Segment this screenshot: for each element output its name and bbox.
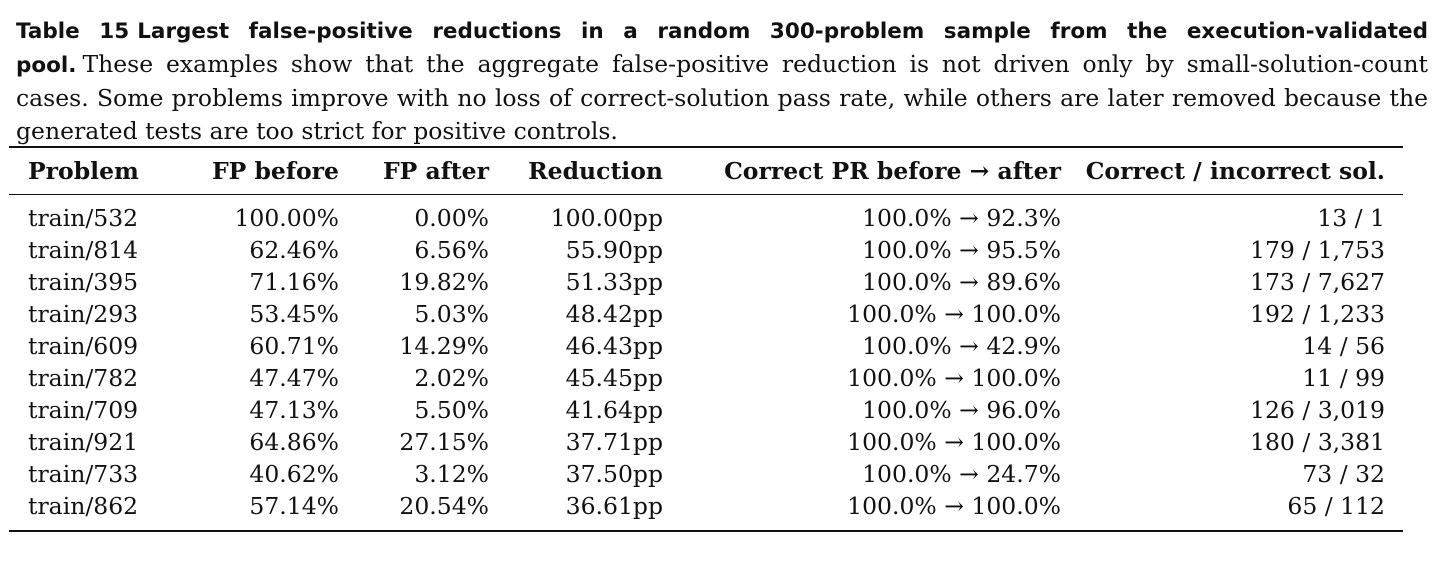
results-table bbox=[9, 146, 1403, 532]
cell-fp-before: 71.16% bbox=[249, 268, 339, 296]
cell-correct-pr: 100.0% → 100.0% bbox=[847, 300, 1061, 328]
cell-fp-after: 14.29% bbox=[399, 332, 489, 360]
cell-fp-after: 20.54% bbox=[399, 492, 489, 520]
header-correct-pr: Correct PR before → after bbox=[724, 157, 1061, 185]
cell-fp-before: 60.71% bbox=[249, 332, 339, 360]
cell-fp-after: 19.82% bbox=[399, 268, 489, 296]
cell-solutions: 14 / 56 bbox=[1302, 332, 1385, 360]
cell-solutions: 13 / 1 bbox=[1317, 204, 1385, 232]
header-fp-before: FP before bbox=[211, 157, 339, 185]
header-problem: Problem bbox=[28, 157, 139, 185]
cell-fp-before: 64.86% bbox=[249, 428, 339, 456]
cell-reduction: 37.50pp bbox=[565, 460, 663, 488]
table-row bbox=[9, 298, 1403, 330]
cell-solutions: 192 / 1,233 bbox=[1250, 300, 1385, 328]
cell-problem: train/293 bbox=[28, 300, 139, 328]
cell-correct-pr: 100.0% → 95.5% bbox=[862, 236, 1061, 264]
cell-reduction: 46.43pp bbox=[565, 332, 663, 360]
cell-fp-before: 57.14% bbox=[249, 492, 339, 520]
cell-correct-pr: 100.0% → 96.0% bbox=[862, 396, 1061, 424]
cell-fp-before: 40.62% bbox=[249, 460, 339, 488]
table-body bbox=[9, 195, 1403, 532]
cell-reduction: 51.33pp bbox=[565, 268, 663, 296]
cell-problem: train/862 bbox=[28, 492, 139, 520]
cell-fp-after: 3.12% bbox=[414, 460, 489, 488]
header-solutions: Correct / incorrect sol. bbox=[1085, 157, 1385, 185]
cell-solutions: 180 / 3,381 bbox=[1250, 428, 1385, 456]
cell-solutions: 11 / 99 bbox=[1302, 364, 1385, 392]
cell-fp-after: 2.02% bbox=[414, 364, 489, 392]
cell-reduction: 55.90pp bbox=[565, 236, 663, 264]
cell-correct-pr: 100.0% → 42.9% bbox=[862, 332, 1061, 360]
cell-fp-before: 100.00% bbox=[234, 204, 339, 232]
cell-solutions: 73 / 32 bbox=[1302, 460, 1385, 488]
caption-label: Table 15 bbox=[16, 19, 130, 44]
cell-problem: train/814 bbox=[28, 236, 139, 264]
cell-fp-before: 53.45% bbox=[249, 300, 339, 328]
cell-correct-pr: 100.0% → 24.7% bbox=[862, 460, 1061, 488]
table-row bbox=[9, 195, 1403, 235]
cell-solutions: 126 / 3,019 bbox=[1250, 396, 1385, 424]
cell-solutions: 65 / 112 bbox=[1287, 492, 1385, 520]
cell-fp-before: 62.46% bbox=[249, 236, 339, 264]
table-caption bbox=[16, 14, 1428, 148]
cell-reduction: 41.64pp bbox=[565, 396, 663, 424]
table-row bbox=[9, 394, 1403, 426]
header-reduction: Reduction bbox=[528, 157, 663, 185]
cell-problem: train/532 bbox=[28, 204, 139, 232]
cell-problem: train/733 bbox=[28, 460, 139, 488]
table-row bbox=[9, 266, 1403, 298]
table-row bbox=[9, 362, 1403, 394]
cell-problem: train/782 bbox=[28, 364, 139, 392]
paper-page bbox=[16, 14, 1428, 148]
cell-reduction: 48.42pp bbox=[565, 300, 663, 328]
cell-fp-after: 5.03% bbox=[414, 300, 489, 328]
cell-reduction: 45.45pp bbox=[565, 364, 663, 392]
cell-correct-pr: 100.0% → 100.0% bbox=[847, 428, 1061, 456]
cell-correct-pr: 100.0% → 89.6% bbox=[862, 268, 1061, 296]
table-row bbox=[9, 490, 1403, 531]
cell-correct-pr: 100.0% → 92.3% bbox=[862, 204, 1061, 232]
cell-fp-before: 47.47% bbox=[249, 364, 339, 392]
caption-bold-text: Largest false-positive reductions in a random 300-problem sample from the execution-validated pool. bbox=[16, 19, 1428, 78]
header-fp-after: FP after bbox=[382, 157, 489, 185]
cell-solutions: 179 / 1,753 bbox=[1250, 236, 1385, 264]
cell-fp-after: 0.00% bbox=[414, 204, 489, 232]
cell-reduction: 36.61pp bbox=[565, 492, 663, 520]
cell-solutions: 173 / 7,627 bbox=[1250, 268, 1385, 296]
cell-reduction: 100.00pp bbox=[550, 204, 663, 232]
caption-body-text: These examples show that the aggregate false-positive reduction is not driven only by small-solution-count cases. Some problems improve with no loss of correct-solution pass rate, while others are later removed because the generated tests are too strict for positive controls. bbox=[16, 50, 1428, 145]
cell-fp-before: 47.13% bbox=[249, 396, 339, 424]
cell-problem: train/609 bbox=[28, 332, 139, 360]
table-header-row bbox=[9, 147, 1403, 195]
cell-fp-after: 27.15% bbox=[399, 428, 489, 456]
table-row bbox=[9, 458, 1403, 490]
cell-correct-pr: 100.0% → 100.0% bbox=[847, 492, 1061, 520]
cell-fp-after: 5.50% bbox=[414, 396, 489, 424]
cell-problem: train/921 bbox=[28, 428, 139, 456]
cell-problem: train/709 bbox=[28, 396, 139, 424]
cell-correct-pr: 100.0% → 100.0% bbox=[847, 364, 1061, 392]
cell-problem: train/395 bbox=[28, 268, 139, 296]
table-row bbox=[9, 234, 1403, 266]
cell-fp-after: 6.56% bbox=[414, 236, 489, 264]
cell-reduction: 37.71pp bbox=[565, 428, 663, 456]
table-row bbox=[9, 426, 1403, 458]
table-row bbox=[9, 330, 1403, 362]
